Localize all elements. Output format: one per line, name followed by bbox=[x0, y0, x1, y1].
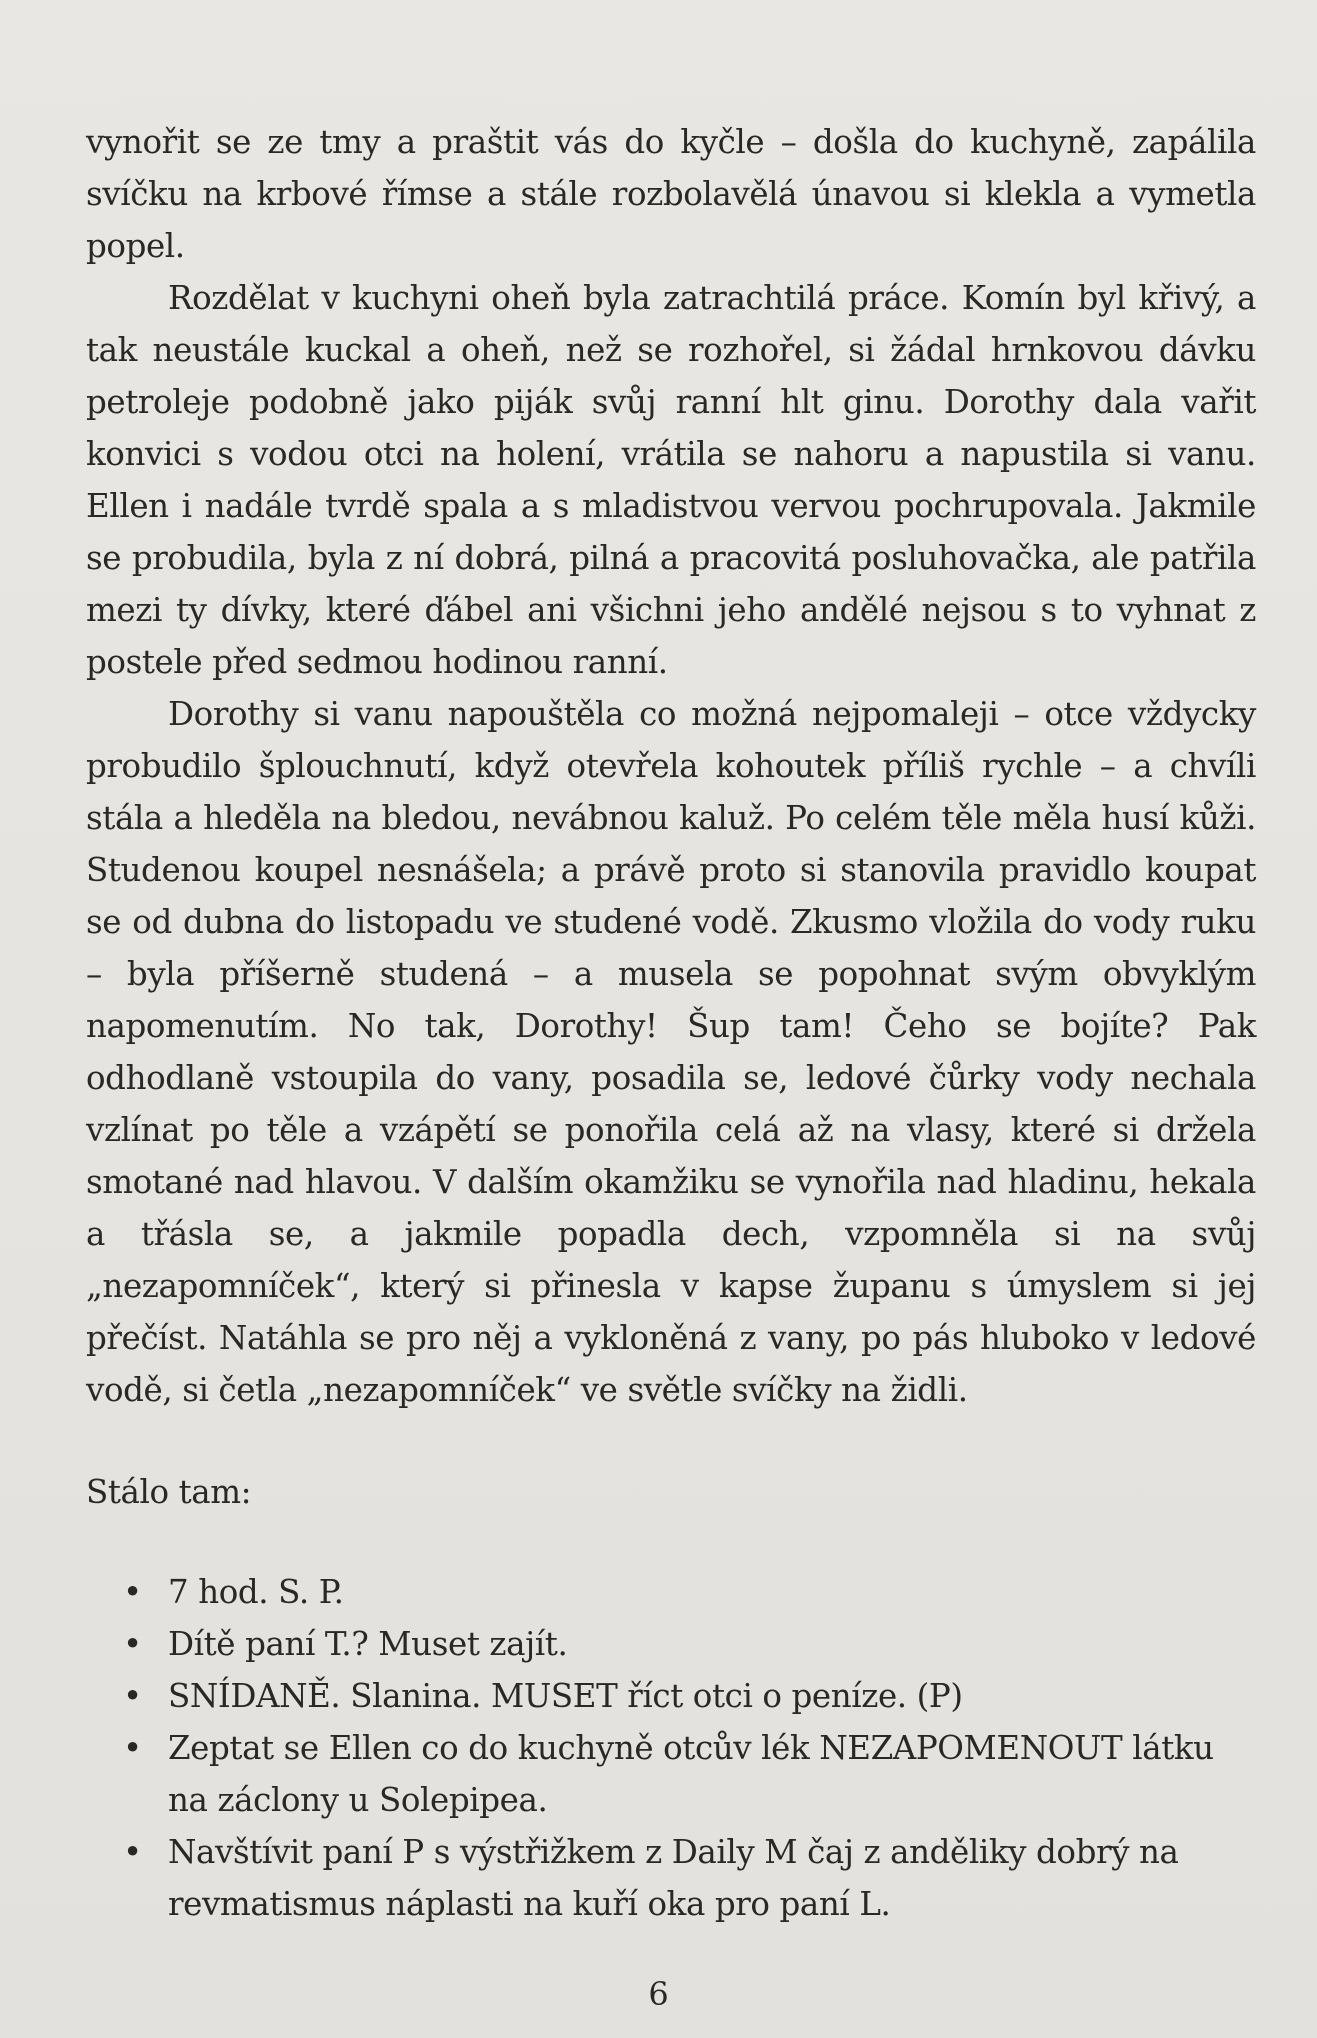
reminder-list bbox=[86, 1566, 1256, 1930]
page-body bbox=[86, 116, 1256, 1930]
paragraph-kitchen-fire: Rozdělat v kuchyni oheň byla zatrachtilá práce. Komín byl křivý, a tak neustále kuckal a oheň, než se rozhořel, si žádal hrnkovou dávku petroleje podobně jako piják svůj ranní hlt ginu. Dorothy dala vařit konvici s vodou otci na holení, vrátila se nahoru a napustila si vanu. Ellen i nadále tvrdě spala a s mladistvou vervou pochrupovala. Jakmile se probudila, byla z ní dobrá, pilná a pracovitá posluhovačka, ale patřila mezi ty dívky, které ďábel ani všichni jeho andělé nejsou s to vyhnat z postele před sedmou hodinou ranní. bbox=[86, 279, 1256, 681]
list-item-text: SNÍDANĚ. Slanina. MUSET říct otci o peníze. (P) bbox=[168, 1677, 963, 1715]
bullet-icon: • bbox=[123, 1677, 142, 1715]
bullet-icon: • bbox=[123, 1729, 142, 1767]
bullet-icon: • bbox=[123, 1625, 142, 1663]
list-item-text: Zeptat se Ellen co do kuchyně otcův lék NEZAPOMENOUT látku na záclony u Solepipea. bbox=[168, 1729, 1214, 1819]
list-item bbox=[123, 1722, 1256, 1826]
paragraph-cold-bath: Dorothy si vanu napouštěla co možná nejpomaleji – otce vždycky probudilo šplouchnutí, když otevřela kohoutek příliš rychle – a chvíli stála a hleděla na bledou, nevábnou kaluž. Po celém těle měla husí kůži. Studenou koupel nesnášela; a právě proto si stanovila pravidlo koupat se od dubna do listopadu ve studené vodě. Zkusmo vložila do vody ruku – byla příšerně studená – a musela se popohnat svým obvyklým napomenutím. No tak, Dorothy! Šup tam! Čeho se bojíte? Pak odhodlaně vstoupila do vany, posadila se, ledové čůrky vody nechala vzlínat po těle a vzápětí se ponořila celá až na vlasy, které si držela smotané nad hlavou. V dalším okamžiku se vynořila nad hladinu, hekala a třásla se, a jakmile popadla dech, vzpomněla si na svůj „nezapomníček“, který si přinesla v kapse županu s úmyslem si jej přečíst. Natáhla se pro něj a vykloněná z vany, po pás hluboko v ledové vodě, si četla „nezapomníček“ ve světle svíčky na židli. bbox=[86, 695, 1256, 1409]
list-item bbox=[123, 1670, 1256, 1722]
list-lead-in: Stálo tam: bbox=[86, 1473, 252, 1511]
list-item-text: Dítě paní T.? Muset zajít. bbox=[168, 1625, 568, 1663]
paragraph-continued: vynořit se ze tmy a praštit vás do kyčle – došla do kuchyně, zapálila svíčku na krbové římse a stále rozbolavělá únavou si klekla a vymetla popel. bbox=[86, 123, 1256, 265]
list-item-text: 7 hod. S. P. bbox=[168, 1573, 344, 1611]
bullet-icon: • bbox=[123, 1573, 142, 1611]
list-item bbox=[123, 1566, 1256, 1618]
bullet-icon: • bbox=[123, 1833, 142, 1871]
page-number: 6 bbox=[648, 1975, 669, 2013]
list-item bbox=[123, 1826, 1256, 1930]
list-item-text: Navštívit paní P s výstřižkem z Daily M čaj z anděliky dobrý na revmatismus náplasti na kuří oka pro paní L. bbox=[168, 1833, 1179, 1923]
list-item bbox=[123, 1618, 1256, 1670]
